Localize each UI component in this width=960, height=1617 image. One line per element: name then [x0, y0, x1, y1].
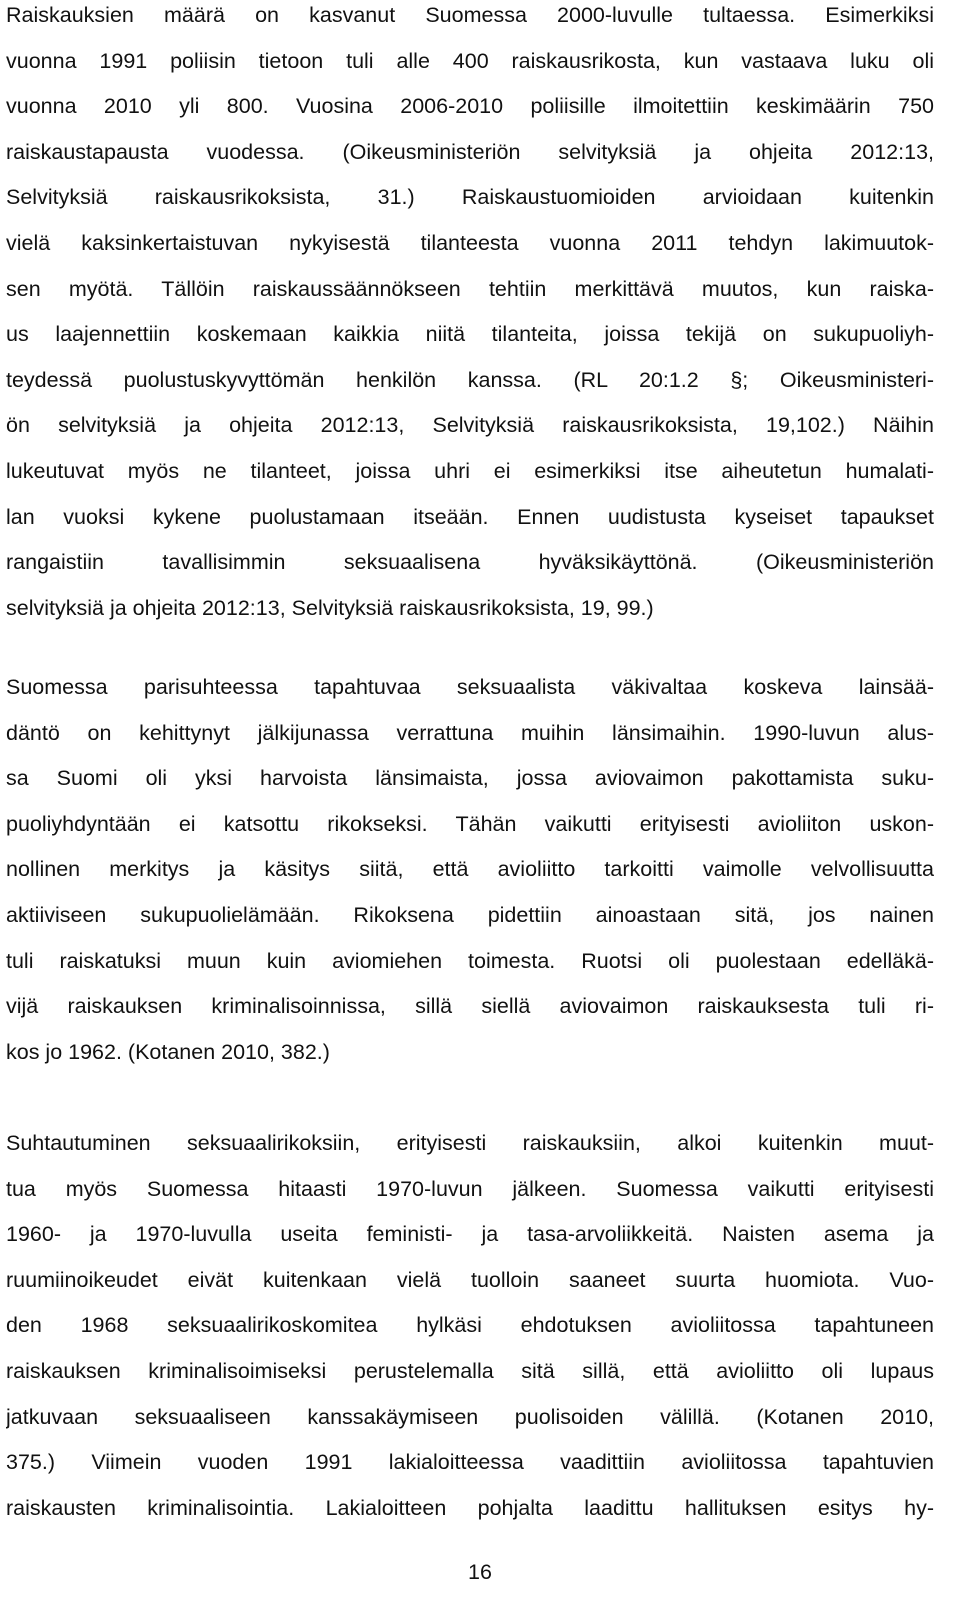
text-line: jatkuvaan seksuaaliseen kanssakäymiseen puolisoiden välillä. (Kotanen 2010, — [6, 1404, 934, 1429]
text-line: raiskaustapausta vuodessa. (Oikeusministeriön selvityksiä ja ohjeita 2012:13, — [6, 139, 934, 164]
text-line: rangaistiin tavallisimmin seksuaalisena hyväksikäyttönä. (Oikeusministeriön — [6, 550, 934, 575]
text-line: vijä raiskauksen kriminalisoinnissa, sillä siellä aviovaimon raiskauksesta tuli ri- — [6, 994, 934, 1019]
text-line: däntö on kehittynyt jälkijunassa verrattuna muihin länsimaihin. 1990-luvun alus- — [6, 720, 934, 745]
text-line: nollinen merkitys ja käsitys siitä, että avioliitto tarkoitti vaimolle velvollisuutta — [6, 857, 934, 882]
paragraph-rape-statistics — [6, 0, 934, 631]
text-line: us laajennettiin koskemaan kaikkia niitä tilanteita, joissa tekijä on sukupuoliyh- — [6, 322, 934, 347]
text-line: Selvityksiä raiskausrikoksista, 31.) Raiskaustuomioiden arvioidaan kuitenkin — [6, 185, 934, 210]
text-line: lan vuoksi kykene puolustamaan itseään. Ennen uudistusta kyseiset tapaukset — [6, 504, 934, 529]
text-line: vielä kaksinkertaistuvan nykyisestä tilanteesta vuonna 2011 tehdyn lakimuutok- — [6, 230, 934, 255]
paragraph-marital-rape-legislation — [6, 665, 934, 1075]
text-line: kos jo 1962. (Kotanen 2010, 382.) — [6, 1039, 330, 1064]
paragraph-attitude-change — [6, 1121, 934, 1531]
text-line: selvityksiä ja ohjeita 2012:13, Selvityksiä raiskausrikoksista, 19, 99.) — [6, 595, 654, 620]
text-line: sa Suomi oli yksi harvoista länsimaista, jossa aviovaimon pakottamista suku- — [6, 766, 934, 791]
text-line: sen myötä. Tällöin raiskaussäännökseen tehtiin merkittävä muutos, kun raiska- — [6, 276, 934, 301]
text-line: aktiiviseen sukupuolielämään. Rikoksena pidettiin ainoastaan sitä, jos nainen — [6, 902, 934, 927]
text-line: raiskauksen kriminalisoimiseksi perustelemalla sitä sillä, että avioliitto oli lupaus — [6, 1358, 934, 1383]
text-line: Suhtautuminen seksuaalirikoksiin, erityisesti raiskauksiin, alkoi kuitenkin muut- — [6, 1131, 934, 1155]
text-line: ön selvityksiä ja ohjeita 2012:13, Selvityksiä raiskausrikoksista, 19,102.) Näihin — [6, 413, 934, 438]
page-number: 16 — [468, 1560, 492, 1584]
text-line: Suomessa parisuhteessa tapahtuvaa seksuaalista väkivaltaa koskeva lainsää- — [6, 675, 934, 699]
text-line: teydessä puolustuskyvyttömän henkilön kanssa. (RL 20:1.2 §; Oikeusministeri- — [6, 367, 934, 392]
text-line: puoliyhdyntään ei katsottu rikokseksi. Tähän vaikutti erityisesti avioliiton uskon- — [6, 811, 934, 836]
text-line: raiskausten kriminalisointia. Lakialoitteen pohjalta laadittu hallituksen esitys hy- — [6, 1495, 934, 1520]
text-line: vuonna 2010 yli 800. Vuosina 2006-2010 poliisille ilmoitettiin keskimäärin 750 — [6, 94, 934, 119]
text-line: lukeutuvat myös ne tilanteet, joissa uhri ei esimerkiksi itse aiheutetun humalati- — [6, 458, 934, 483]
text-line: den 1968 seksuaalirikoskomitea hylkäsi ehdotuksen avioliitossa tapahtuneen — [6, 1313, 934, 1338]
text-line: Raiskauksien määrä on kasvanut Suomessa 2000-luvulle tultaessa. Esimerkiksi — [6, 3, 934, 27]
text-line: tuli raiskatuksi muun kuin aviomiehen toimesta. Ruotsi oli puolestaan edelläkä- — [6, 948, 934, 973]
text-line: tua myös Suomessa hitaasti 1970-luvun jälkeen. Suomessa vaikutti erityisesti — [6, 1176, 934, 1201]
text-line: 1960- ja 1970-luvulla useita feministi- ja tasa-arvoliikkeitä. Naisten asema ja — [6, 1222, 934, 1247]
text-line: vuonna 1991 poliisin tietoon tuli alle 400 raiskausrikosta, kun vastaava luku oli — [6, 48, 934, 73]
text-line: ruumiinoikeudet eivät kuitenkaan vielä tuolloin saaneet suurta huomiota. Vuo- — [6, 1267, 934, 1292]
text-line: 375.) Viimein vuoden 1991 lakialoitteessa vaadittiin avioliitossa tapahtuvien — [6, 1450, 934, 1475]
